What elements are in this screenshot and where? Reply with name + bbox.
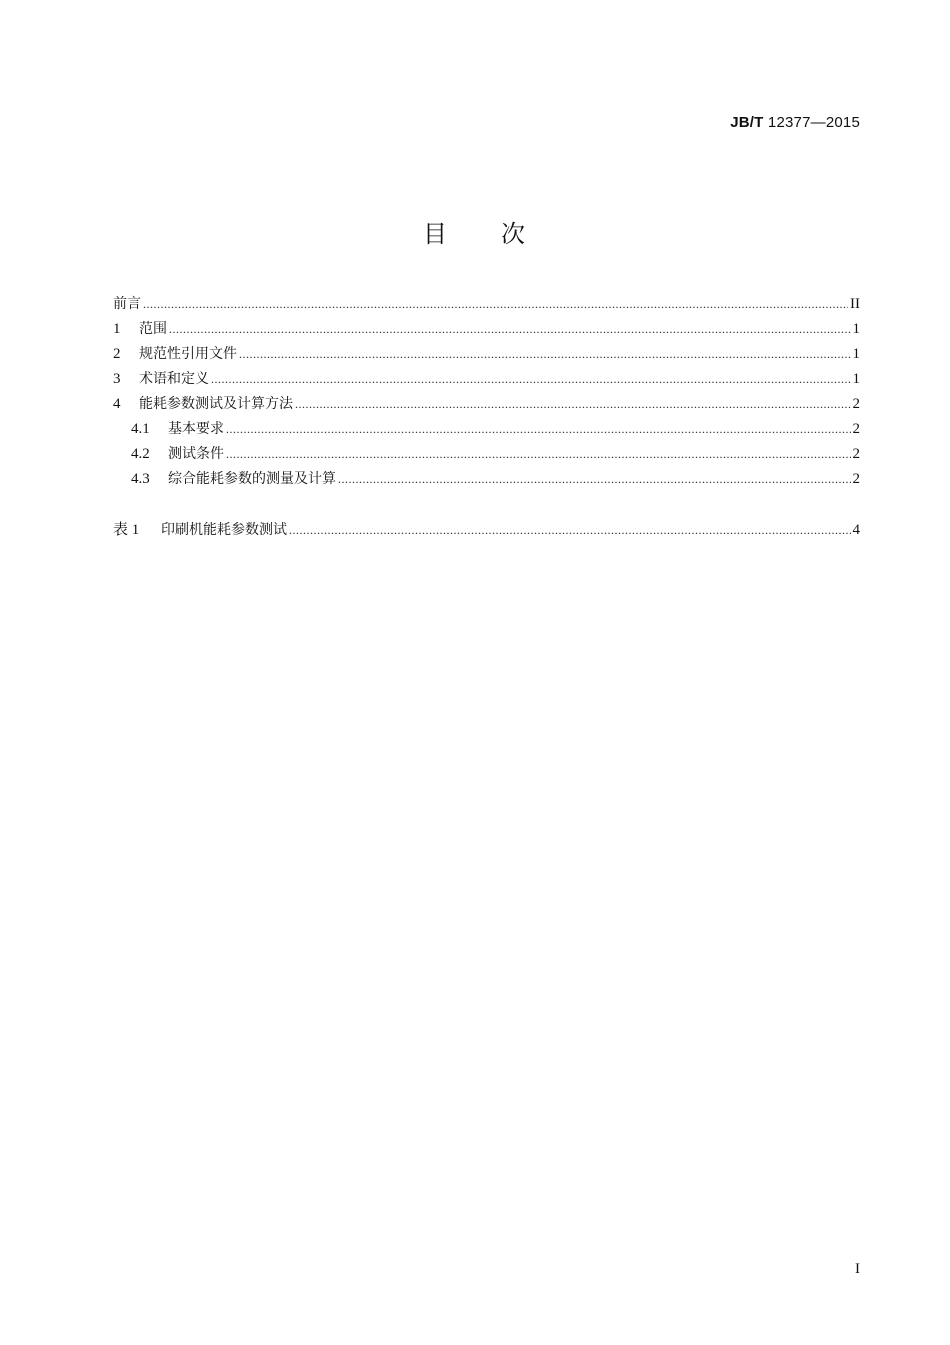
toc-leader-dots (169, 322, 851, 337)
toc-entry-label: 印刷机能耗参数测试 (161, 522, 287, 538)
document-code-prefix: JB/T (730, 114, 764, 131)
toc-entry-scope[interactable] (113, 318, 860, 343)
toc-entry-test-methods[interactable] (113, 393, 860, 418)
toc-leader-dots (338, 472, 851, 487)
page-title-char-2: 次 (501, 220, 527, 248)
toc-entry-number: 3 (113, 371, 121, 387)
toc-entry-label: 能耗参数测试及计算方法 (139, 396, 293, 412)
toc-entry-foreword[interactable] (113, 293, 860, 318)
toc-entry-label: 范围 (139, 321, 167, 337)
toc-leader-dots (295, 397, 851, 412)
toc-entry-label: 规范性引用文件 (139, 346, 237, 362)
toc-entry-number: 2 (113, 346, 121, 362)
toc-entry-basic-requirements[interactable] (113, 418, 860, 443)
toc-entry-page: 1 (852, 371, 860, 387)
toc-entry-number: 4.3 (131, 471, 150, 487)
toc-leader-dots (226, 447, 851, 462)
toc-entry-page: 2 (852, 446, 860, 462)
toc-leader-dots (226, 422, 851, 437)
toc-entry-number: 4 (113, 396, 121, 412)
toc-entry-number: 1 (113, 321, 121, 337)
toc-entry-normative-references[interactable] (113, 343, 860, 368)
toc-leader-dots (211, 372, 851, 387)
toc-entry-test-conditions[interactable] (113, 443, 860, 468)
toc-entry-table-1[interactable] (113, 518, 860, 543)
toc-entry-page: 1 (852, 346, 860, 362)
toc-entry-label: 综合能耗参数的测量及计算 (168, 471, 336, 487)
toc-entry-number: 4.1 (131, 421, 150, 437)
toc-entry-terms-definitions[interactable] (113, 368, 860, 393)
toc-entry-page: 2 (852, 396, 860, 412)
toc-entry-page: 2 (852, 421, 860, 437)
document-code (730, 114, 860, 131)
toc-entry-page: 2 (852, 471, 860, 487)
table-of-contents (113, 293, 860, 543)
page-number: I (855, 1261, 860, 1277)
document-code-number: 12377—2015 (767, 114, 860, 131)
toc-leader-dots (289, 523, 851, 538)
page-title-char-1: 目 (423, 220, 449, 248)
toc-entry-page: II (850, 296, 860, 312)
toc-entry-page: 1 (852, 321, 860, 337)
toc-entry-label: 基本要求 (168, 421, 224, 437)
toc-entry-page: 4 (852, 522, 860, 538)
toc-entry-label: 术语和定义 (139, 371, 209, 387)
toc-entry-label: 测试条件 (168, 446, 224, 462)
toc-entry-label: 前言 (113, 296, 141, 312)
toc-entry-measurement-calculation[interactable] (113, 468, 860, 493)
toc-entry-number: 表 1 (113, 522, 140, 538)
toc-leader-dots (143, 297, 848, 312)
toc-leader-dots (239, 347, 851, 362)
toc-entry-number: 4.2 (131, 446, 150, 462)
page-title (0, 214, 950, 249)
